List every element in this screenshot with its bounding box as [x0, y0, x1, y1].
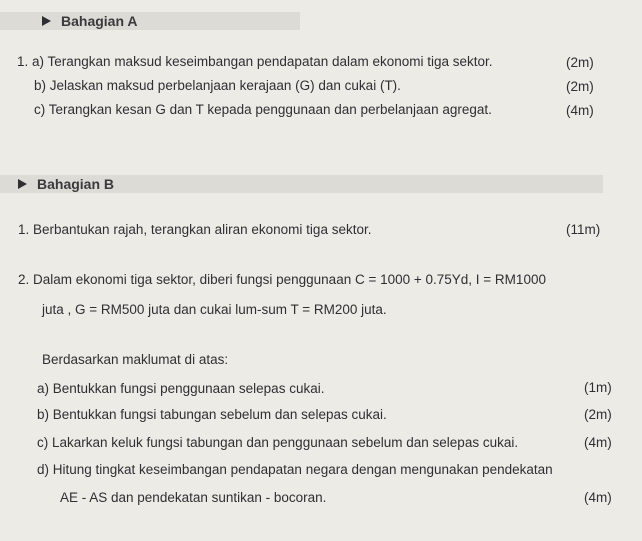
section-b-title: Bahagian B [37, 176, 115, 192]
question-b2c-marks: (4m) [584, 435, 612, 450]
instruction-text: Berdasarkan maklumat di atas: [42, 352, 229, 367]
question-1a-marks: (2m) [566, 55, 594, 70]
question-1c-marks: (4m) [566, 103, 594, 118]
question-b2-line1: 2. Dalam ekonomi tiga sektor, diberi fungsi penggunaan C = 1000 + 0.75Yd, I = RM1000 [18, 272, 546, 287]
triangle-bullet-icon [42, 16, 51, 26]
question-b2d-line2: AE - AS dan pendekatan suntikan - bocoran. [60, 490, 327, 505]
question-b2b-marks: (2m) [584, 407, 612, 422]
question-b1-marks: (11m) [566, 222, 601, 237]
question-b2d-line1: d) Hitung tingkat keseimbangan pendapatan negara dengan mengunakan pendekatan [37, 462, 553, 477]
question-b2b: b) Bentukkan fungsi tabungan sebelum dan selepas cukai. [37, 407, 387, 422]
section-a-heading [42, 13, 138, 29]
question-b2d-marks: (4m) [584, 490, 612, 505]
triangle-bullet-icon [18, 179, 27, 189]
question-b2c: c) Lakarkan keluk fungsi tabungan dan penggunaan sebelum dan selepas cukai. [37, 435, 519, 450]
question-b1: 1. Berbantukan rajah, terangkan aliran ekonomi tiga sektor. [18, 222, 372, 237]
section-b-heading [18, 176, 114, 192]
question-1c: c) Terangkan kesan G dan T kepada penggunaan dan perbelanjaan agregat. [34, 102, 492, 117]
section-a-title: Bahagian A [61, 13, 138, 29]
question-1b: b) Jelaskan maksud perbelanjaan kerajaan (G) dan cukai (T). [34, 78, 401, 93]
question-1b-marks: (2m) [566, 79, 594, 94]
question-b2a-marks: (1m) [584, 380, 612, 395]
question-b2a: a) Bentukkan fungsi penggunaan selepas cukai. [37, 381, 325, 396]
question-1a: 1. a) Terangkan maksud keseimbangan pendapatan dalam ekonomi tiga sektor. [17, 54, 493, 69]
question-b2-line2: juta , G = RM500 juta dan cukai lum-sum T = RM200 juta. [42, 302, 387, 317]
